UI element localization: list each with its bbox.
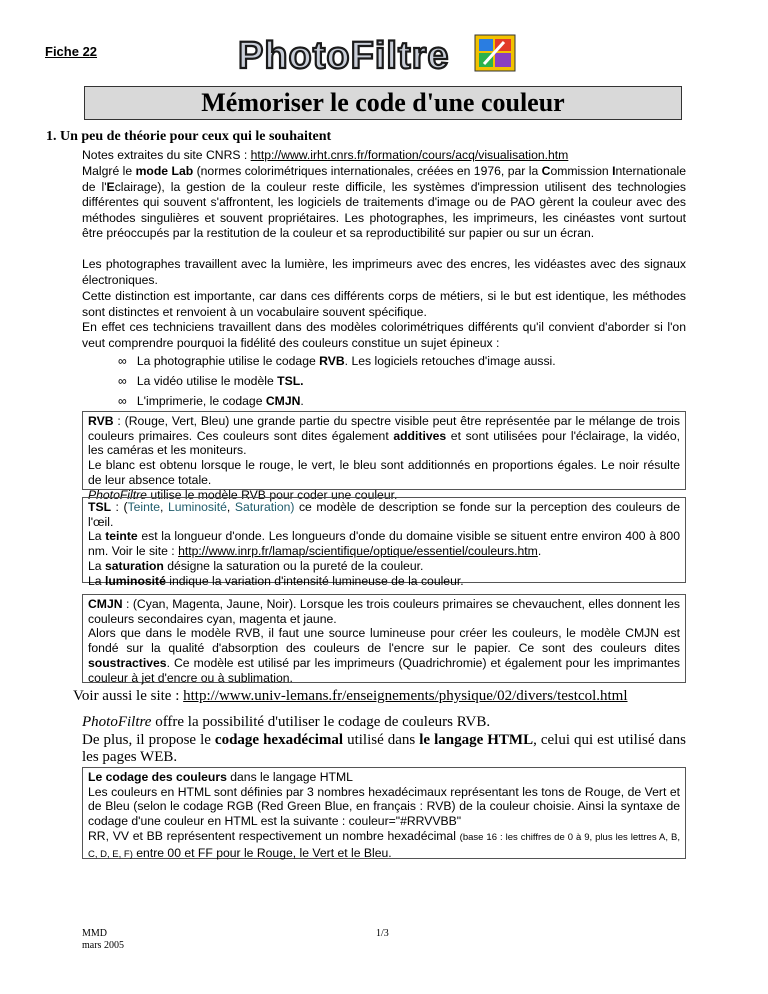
bullet-item-tsl: ∞ La vidéo utilise le modèle TSL. xyxy=(118,374,304,388)
photofiltre-app-icon xyxy=(474,34,516,72)
photofiltre-logo xyxy=(236,30,456,83)
rvb-box: RVB : (Rouge, Vert, Bleu) une grande partie du spectre visible peut être représentée par le mélange de trois couleurs primaires. Ces couleurs sont dites également additives et sont utilisées pour l'éclairage, la vidéo, les caméras et les moniteurs. Le blanc est obtenu lorsque le rouge, le vert, le bleu sont additionnés en proportions égales. Le noir résulte de leur absence totale. PhotoFiltre utilise le modèle RVB pour coder une couleur. xyxy=(82,411,686,490)
bullet-symbol: ∞ xyxy=(118,354,127,368)
inrp-link[interactable]: http://www.inrp.fr/lamap/scientifique/optique/essentiel/couleurs.htm xyxy=(178,544,538,559)
univ-lemans-link[interactable]: http://www.univ-lemans.fr/enseignements/physique/02/divers/testcol.html xyxy=(183,688,628,704)
paragraph-lab: Malgré le mode Lab (normes colorimétriques internationales, créées en 1976, par la Commission Internationale de l'Eclairage), la gestion de la couleur reste difficile, les systèmes d'impression utilisent des technologies différentes qui souvent s'affrontent, les logiciels de traitements d'image ou de PAO gèrent la couleur avec des méthodes singulières et souvent propriétaires. Les photographes, les imprimeurs, les cinéastes vont surtout être préoccupés par la restitution de la couleur et sa reproductibilité sur papier ou sur un écran. xyxy=(82,164,687,240)
bullet-item-cmjn: ∞ L'imprimerie, le codage CMJN. xyxy=(118,394,304,408)
bullet-symbol: ∞ xyxy=(118,374,127,388)
cmjn-box: CMJN : (Cyan, Magenta, Jaune, Noir). Lorsque les trois couleurs primaires se chevauchent, elles donnent les couleurs secondaires cyan, magenta et jaune. Alors que dans le modèle RVB, il faut une source lumineuse pour créer les couleurs, le modèle CMJN est fondé sur la qualité d'absorption des couleurs de l'encre sur le papier. Ce sont des couleurs dites soustractives. Ce modèle est utilisé par les imprimeurs (Quadrichromie) et également pour les imprimantes couleur à jet d'encre ou à sublimation. xyxy=(82,594,686,683)
paragraph-distinction: Cette distinction est importante, car dans ces différents corps de métiers, si le but est identique, les méthodes sont distinctes et renvoient à un vocabulaire souvent spécifique. xyxy=(82,289,686,319)
paragraph-photographes: Les photographes travaillent avec la lumière, les imprimeurs avec des encres, les vidéastes avec des signaux électroniques. xyxy=(82,257,686,287)
cnrs-link[interactable]: http://www.irht.cnrs.fr/formation/cours/acq/visualisation.htm xyxy=(250,148,569,162)
section-heading: 1. Un peu de théorie pour ceux qui le souhaitent xyxy=(46,129,332,144)
see-also-line: Voir aussi le site : http://www.univ-lemans.fr/enseignements/physique/02/divers/testcol.html xyxy=(73,688,628,704)
logo-text: PhotoFiltre xyxy=(238,35,450,77)
fiche-label: Fiche 22 xyxy=(45,44,98,59)
paragraph-techniciens: En effet ces techniciens travaillent dans des modèles colorimétriques différents qu'il convient d'aborder si l'on veut comprendre pourquoi la fidélité des couleurs constitue un sujet épineux : xyxy=(82,320,686,350)
page-title: Mémoriser le code d'une couleur xyxy=(84,86,682,120)
bullet-item-rvb: ∞ La photographie utilise le codage RVB. Les logiciels retouches d'image aussi. xyxy=(118,354,556,368)
bullet-symbol: ∞ xyxy=(118,394,127,408)
footer-author-date: MMD mars 2005 xyxy=(82,928,124,951)
tsl-box: TSL : (Teinte, Luminosité, Saturation) ce modèle de description se fonde sur la perception des couleurs de l'œil. La teinte est la longueur d'onde. Les longueurs d'onde du domaine visible se situent entre environ 400 à 800 nm. Voir le site : http://www.inrp.fr/lamap/scientifique/optique/essentiel/couleurs.htm. La saturation désigne la saturation ou la pureté de la couleur. La luminosité indique la variation d'intensité lumineuse de la couleur. xyxy=(82,497,686,583)
html-coding-box: Le codage des couleurs dans le langage HTML Les couleurs en HTML sont définies par 3 nombres hexadécimaux représentant les tons de Rouge, de Vert et de Bleu (selon le codage RGB (Red Green Blue, en français : RVB) de la couleur choisie. Ainsi la syntaxe de codage d'une couleur en HTML est la suivante : couleur="#RRVVBB" RR, VV et BB représentent respectivement un nombre hexadécimal (base 16 : les chiffres de 0 à 9, plus les lettres A, B, C, D, E, F) entre 00 et FF pour le Rouge, le Vert et le Bleu. xyxy=(82,767,686,859)
page-number: 1/3 xyxy=(376,928,389,939)
notes-source: Notes extraites du site CNRS : http://www.irht.cnrs.fr/formation/cours/acq/visualisation.htm xyxy=(82,148,569,162)
photofiltre-paragraph: PhotoFiltre offre la possibilité d'utiliser le codage de couleurs RVB. De plus, il propose le codage hexadécimal utilisé dans le langage HTML, celui qui est utilisé dans les pages WEB. xyxy=(82,714,686,765)
